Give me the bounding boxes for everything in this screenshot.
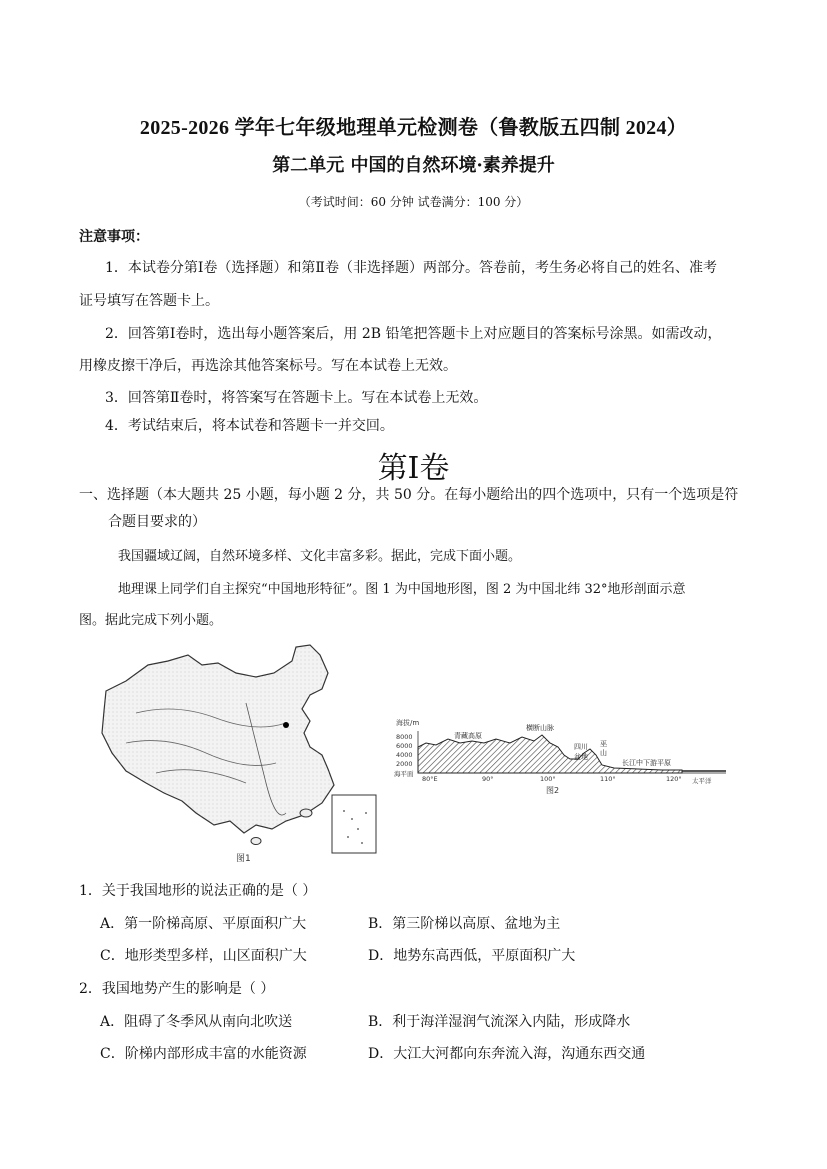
profile-axis-title: 海拔/m (396, 719, 420, 727)
question-2-option-a: A．阻碍了冬季风从南向北吹送 (100, 1014, 293, 1030)
label-wu: 巫 (600, 740, 607, 748)
profile-x-tick: 110° (600, 775, 616, 783)
intro-paragraph-1: 我国疆域辽阔，自然环境多样、文化丰富多彩。据此，完成下面小题。 (118, 549, 522, 564)
intro-paragraph-2-line-2: 图。据此完成下列小题。 (79, 613, 223, 628)
profile-y-tick: 6000 (396, 742, 413, 750)
figure-1-china-terrain-map (96, 643, 382, 865)
capital-marker (283, 722, 289, 728)
terrain-profile-drawing (392, 713, 732, 797)
profile-y-tick: 4000 (396, 751, 413, 759)
question-1-option-d: D．地势东高西低，平原面积广大 (368, 948, 576, 964)
figure-2-caption: 图2 (546, 786, 560, 795)
profile-x-tick: 120° (666, 775, 682, 783)
question-2-stem: 2．我国地势产生的影响是（ ） (79, 981, 275, 997)
volume-heading: 第Ⅰ卷 (377, 452, 450, 485)
profile-sea-level-label: 海平面 (394, 770, 414, 778)
question-1-option-c: C．地形类型多样，山区面积广大 (100, 948, 307, 964)
profile-x-tick: 100° (540, 775, 556, 783)
figure-1-caption: 图1 (236, 854, 251, 864)
question-1-option-b: B．第三阶梯以高原、盆地为主 (368, 916, 561, 932)
south-china-sea-inset (332, 795, 376, 853)
figure-2-terrain-profile (392, 713, 732, 797)
label-hengduan-mountains: 横断山脉 (526, 724, 554, 732)
exam-title: 2025-2026 学年七年级地理单元检测卷（鲁教版五四制 2024） (139, 117, 688, 139)
profile-x-tick: 80°E (422, 775, 438, 783)
label-sichuan: 四川 (574, 743, 588, 751)
profile-terrain-shape (418, 735, 682, 773)
notice-item-2-line-2: 用橡皮擦干净后，再选涂其他答案标号。写在本试卷上无效。 (79, 358, 457, 374)
question-2-option-d: D．大江大河都向东奔流入海，沟通东西交通 (368, 1046, 646, 1062)
question-2-option-c: C．阶梯内部形成丰富的水能资源 (100, 1046, 307, 1062)
profile-x-tick: 90° (482, 775, 494, 783)
notice-heading: 注意事项： (79, 229, 149, 245)
exam-info: （考试时间：60 分钟 试卷满分：100 分） (298, 195, 529, 209)
label-yangtze-plain: 长江中下游平原 (622, 759, 671, 767)
label-mountain: 山 (600, 749, 607, 757)
section-heading-line-1: 一、选择题（本大题共 25 小题，每小题 2 分，共 50 分。在每小题给出的四个选项中，只有一个选项是符 (79, 487, 739, 503)
profile-y-tick: 2000 (396, 760, 413, 768)
profile-y-tick: 8000 (396, 733, 413, 741)
unit-subtitle: 第二单元 中国的自然环境·素养提升 (272, 155, 555, 176)
china-map-drawing (96, 643, 382, 865)
taiwan-island (300, 809, 312, 817)
question-2-option-b: B．利于海洋湿润气流深入内陆，形成降水 (368, 1014, 631, 1030)
notice-item-4: 4．考试结束后，将本试卷和答题卡一并交回。 (105, 418, 394, 434)
notice-item-2-line-1: 2．回答第Ⅰ卷时，选出每小题答案后，用 2B 铅笔把答题卡上对应题目的答案标号涂黑。如需改动， (105, 326, 722, 342)
label-qinghai-tibet-plateau: 青藏高原 (454, 732, 482, 740)
hainan-island (251, 838, 261, 845)
intro-paragraph-2-line-1: 地理课上同学们自主探究“中国地形特征”。图 1 为中国地形图，图 2 为中国北纬 32°地形剖面示意 (118, 582, 686, 597)
label-basin: 盆地 (574, 753, 588, 761)
notice-item-1-line-1: 1．本试卷分第Ⅰ卷（选择题）和第Ⅱ卷（非选择题）两部分。答卷前，考生务必将自己的姓名、准考 (105, 260, 717, 276)
notice-item-1-line-2: 证号填写在答题卡上。 (79, 293, 219, 309)
section-heading-line-2: 合题目要求的） (108, 514, 206, 530)
label-pacific-ocean: 太平洋 (692, 777, 712, 785)
notice-item-3: 3．回答第Ⅱ卷时，将答案写在答题卡上。写在本试卷上无效。 (105, 390, 488, 406)
question-1-option-a: A．第一阶梯高原、平原面积广大 (100, 916, 307, 932)
question-1-stem: 1．关于我国地形的说法正确的是（ ） (79, 883, 317, 899)
